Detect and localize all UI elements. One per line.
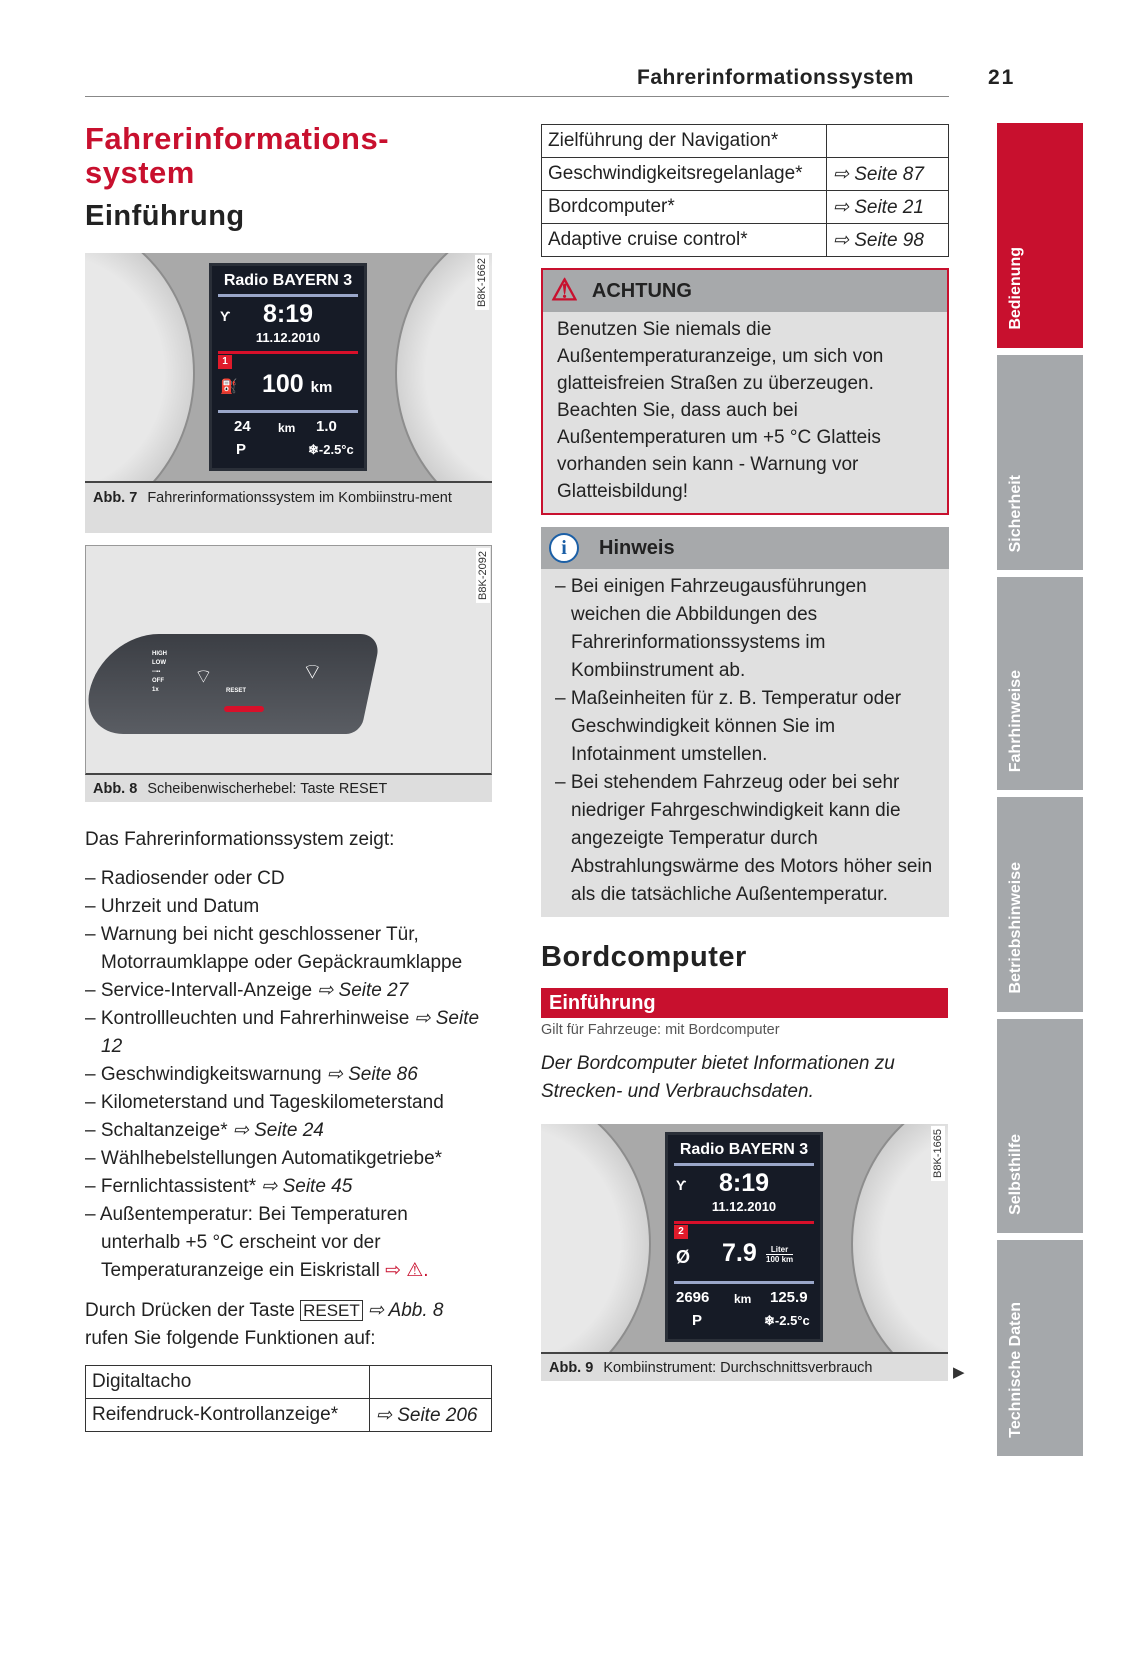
reset-paragraph: Durch Drücken der Taste RESET ⇨ Abb. 8 rufen Sie folgende Funktionen auf: xyxy=(85,1300,444,1349)
bordcomputer-heading: Bordcomputer xyxy=(541,941,747,973)
outside-temp: ❄-2.5°c xyxy=(764,1313,810,1328)
list-item: – Warnung bei nicht geschlossener Tür, Motorraumklappe oder Gepäckraumklappe xyxy=(85,924,463,973)
page-link[interactable]: ⇨ Seite 206 xyxy=(370,1399,492,1432)
separator xyxy=(674,1281,814,1284)
applies-to: Gilt für Fahrzeuge: mit Bordcomputer xyxy=(541,1022,780,1038)
tab-fahrhinweise[interactable]: Fahrhinweise xyxy=(997,577,1083,790)
figure-caption: Fahrerinformationssystem im Kombiinstru-ment xyxy=(147,490,452,506)
warning-box xyxy=(541,268,949,515)
page-link[interactable]: ⇨ Seite 87 xyxy=(827,158,949,191)
figure-caption: Scheibenwischerhebel: Taste RESET xyxy=(147,781,388,797)
red-line xyxy=(218,351,358,354)
figure-link[interactable]: ⇨ Abb. 8 xyxy=(362,1300,444,1321)
figure-code: B8K-1665 xyxy=(931,1126,945,1181)
consumption-value: 7.9 xyxy=(722,1239,757,1267)
unit-top: Liter xyxy=(766,1245,793,1255)
lever-high: HIGH xyxy=(152,651,167,657)
tab-technische-daten[interactable]: Technische Daten xyxy=(997,1240,1083,1456)
gear: P xyxy=(236,441,247,458)
separator xyxy=(218,410,358,413)
table-cell: Bordcomputer* xyxy=(542,191,827,224)
note-item: – Bei stehendem Fahrzeug oder bei sehr niedriger Fahrgeschwindigkeit kann die angezeigte Temperatur durch Abstrahlungswärme des Motors höher sein als die tatsächliche Außentemperatur. xyxy=(555,772,933,905)
outside-temp: ❄-2.5°c xyxy=(308,442,354,457)
figure-9 xyxy=(541,1124,965,1381)
tab-bedienung[interactable]: Bedienung xyxy=(997,123,1083,348)
reset-key: RESET xyxy=(300,1300,363,1321)
left-gauge xyxy=(541,1124,651,1354)
table-row xyxy=(542,125,949,158)
feature-list xyxy=(85,865,485,1285)
tab-selbsthilfe[interactable]: Selbsthilfe xyxy=(997,1019,1083,1233)
lever-off: OFF xyxy=(152,678,164,684)
tab-sicherheit[interactable]: Sicherheit xyxy=(997,355,1083,570)
trip-second: 1.0 xyxy=(316,418,337,435)
date: 11.12.2010 xyxy=(711,1199,777,1214)
table-cell: Reifendruck-Kontrollanzeige* xyxy=(86,1399,370,1432)
cluster-image xyxy=(85,253,492,483)
front-wiper-icon: ⌔ xyxy=(194,666,213,688)
average-icon: Ø xyxy=(676,1247,691,1267)
list-item: – Kontrollleuchten und Fahrerhinweise ⇨ Seite 12 xyxy=(85,1008,480,1057)
list-item: – Schaltanzeige* ⇨ Seite 24 xyxy=(85,1120,324,1141)
list-item: – Wählhebelstellungen Automatikgetriebe* xyxy=(85,1148,443,1169)
page-link[interactable]: ⇨ Seite 86 xyxy=(326,1064,418,1085)
trip-unit: km xyxy=(734,1292,752,1306)
figure-8 xyxy=(85,545,492,802)
fis-display xyxy=(209,263,367,471)
fis-display xyxy=(665,1132,823,1342)
table-row xyxy=(86,1399,492,1432)
page-link[interactable]: ⇨ Seite 98 xyxy=(827,224,949,257)
continue-arrow-icon: ▶ xyxy=(953,1364,965,1381)
range-value: 100 xyxy=(262,370,304,398)
table-row xyxy=(542,191,949,224)
table-cell: Adaptive cruise control* xyxy=(542,224,827,257)
gear: P xyxy=(692,1312,703,1329)
clock: 8:19 xyxy=(262,300,314,328)
list-item: – Kilometerstand und Tageskilometerstand xyxy=(85,1092,444,1113)
table-row xyxy=(542,158,949,191)
warning-title: ACHTUNG xyxy=(591,279,692,302)
table-cell: Digitaltacho xyxy=(86,1366,370,1399)
functions-table-continued xyxy=(541,124,949,257)
cluster-image xyxy=(541,1124,948,1354)
table-row xyxy=(86,1366,492,1399)
figure-code: B8K-2092 xyxy=(476,548,490,603)
page-link[interactable]: ⇨ Seite 45 xyxy=(261,1176,353,1197)
separator xyxy=(674,1163,814,1166)
note-item: – Bei einigen Fahrzeugausführungen weichen die Abbildungen des Fahrerinformationssystems im Kombiinstrument ab. xyxy=(555,576,867,681)
table-cell: Geschwindigkeitsregelanlage* xyxy=(542,158,827,191)
list-item: – Uhrzeit und Datum xyxy=(85,896,260,917)
tab-betriebshinweise[interactable]: Betriebshinweise xyxy=(997,797,1083,1012)
red-line xyxy=(674,1221,814,1224)
page-badge: 2 xyxy=(674,1225,688,1239)
note-box xyxy=(541,527,949,917)
lead-text: Der Bordcomputer bietet Informationen zu Strecken- und Verbrauchsdaten. xyxy=(541,1053,895,1102)
trip-second: 125.9 xyxy=(770,1289,808,1306)
trip-unit: km xyxy=(278,421,296,435)
trip-value: 24 xyxy=(234,418,251,435)
fuel-icon: ⛽ xyxy=(220,378,238,394)
subsection-bar: Einführung xyxy=(541,988,948,1018)
lever-1x: 1x xyxy=(152,687,159,693)
info-icon: i xyxy=(549,533,579,563)
reset-button[interactable] xyxy=(224,706,264,712)
radio-station: Radio BAYERN 3 xyxy=(223,272,353,289)
page-link[interactable]: ⇨ Seite 12 xyxy=(101,1008,480,1057)
header-divider xyxy=(85,96,949,97)
intro-text: Das Fahrerinformationssystem zeigt: xyxy=(85,829,395,850)
lever-low: LOW xyxy=(152,660,166,666)
table-cell xyxy=(827,125,949,158)
figure-label: Abb. 7 xyxy=(93,490,138,506)
note-title: Hinweis xyxy=(599,536,675,559)
chapter-title: Fahrerinformations-system xyxy=(85,121,390,190)
washer-icon: ⌔ xyxy=(302,659,323,684)
right-column-flow xyxy=(541,268,965,1381)
figure-label: Abb. 9 xyxy=(549,1360,594,1376)
unit-bottom: 100 km xyxy=(766,1255,794,1264)
table-cell xyxy=(370,1366,492,1399)
clock: 8:19 xyxy=(718,1169,770,1197)
functions-table xyxy=(85,1365,492,1432)
reset-label: RESET xyxy=(226,688,247,694)
left-gauge xyxy=(85,253,195,483)
warning-link[interactable]: ⇨ ⚠. xyxy=(385,1260,429,1281)
radio-station: Radio BAYERN 3 xyxy=(679,1141,809,1158)
list-item: – Außentemperatur: Bei Temperaturen unterhalb +5 °C erscheint vor der Temperaturanzeige ein Eiskristall ⇨ ⚠. xyxy=(85,1204,429,1281)
range-unit: km xyxy=(310,379,333,396)
page-link[interactable]: ⇨ Seite 21 xyxy=(827,191,949,224)
list-item: – Service-Intervall-Anzeige ⇨ Seite 27 xyxy=(85,980,409,1001)
note-item: – Maßeinheiten für z. B. Temperatur oder Geschwindigkeit können Sie im Infotainment umstellen. xyxy=(555,688,902,765)
warning-text: Benutzen Sie niemals die Außentemperaturanzeige, um sich von glatteisfreien Straßen zu überzeugen. Beachten Sie, dass auch bei Außentemperaturen um +5 °C Glatteis vorhanden sein kann - Warnung vor Glatteisbildung! xyxy=(557,319,884,502)
table-row xyxy=(542,224,949,257)
date: 11.12.2010 xyxy=(255,330,321,345)
warning-triangle-icon: ⚠ xyxy=(551,274,578,307)
figure-7 xyxy=(85,253,492,533)
trip-value: 2696 xyxy=(676,1289,710,1306)
section-title: Einführung xyxy=(85,200,245,232)
list-item: – Fernlichtassistent* ⇨ Seite 45 xyxy=(85,1176,353,1197)
running-header-title: Fahrerinformationssystem xyxy=(637,66,914,89)
figure-code: B8K-1662 xyxy=(475,255,489,310)
wiper-lever xyxy=(85,634,382,734)
page-badge: 1 xyxy=(218,355,232,369)
page-link[interactable]: ⇨ Seite 24 xyxy=(232,1120,324,1141)
figure-caption: Kombiinstrument: Durchschnittsverbrauch xyxy=(603,1360,873,1376)
lever-interval: --▪▪ xyxy=(152,669,161,675)
wiper-lever-image xyxy=(85,545,492,775)
page-number: 21 xyxy=(988,66,1016,89)
separator xyxy=(218,294,358,297)
list-item: – Radiosender oder CD xyxy=(85,868,285,889)
antenna-icon: Ƴ xyxy=(220,308,231,324)
list-item: – Geschwindigkeitswarnung ⇨ Seite 86 xyxy=(85,1064,418,1085)
figure-label: Abb. 8 xyxy=(93,781,138,797)
table-cell: Zielführung der Navigation* xyxy=(542,125,827,158)
page-link[interactable]: ⇨ Seite 27 xyxy=(317,980,409,1001)
antenna-icon: Ƴ xyxy=(676,1177,687,1193)
